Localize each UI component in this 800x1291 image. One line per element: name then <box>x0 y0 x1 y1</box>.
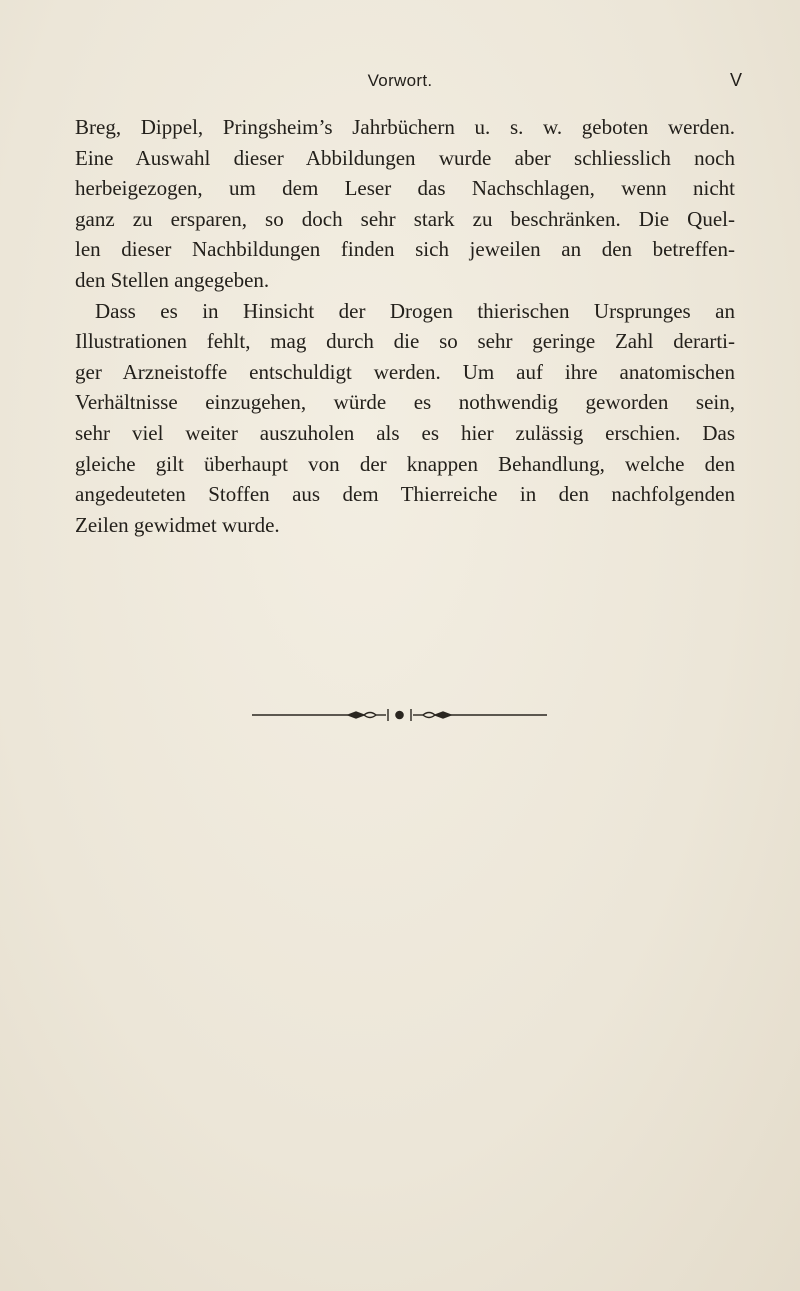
text-line: Dass es in Hinsicht der Drogen thierischen Ursprunges an <box>95 298 735 323</box>
text-line: sehr viel weiter auszuholen als es hier zulässig erschien. Das <box>75 420 735 445</box>
paragraph-2 <box>75 296 735 541</box>
body-text <box>75 112 735 540</box>
text-line: ger Arzneistoffe entschuldigt werden. Um auf ihre anatomischen <box>75 359 735 384</box>
text-line: Verhältnisse einzugehen, würde es nothwendig geworden sein, <box>75 390 735 415</box>
text-line: herbeigezogen, um dem Leser das Nachschlagen, wenn nicht <box>75 176 735 201</box>
text-line: gleiche gilt überhaupt von der knappen Behandlung, welche den <box>75 451 735 476</box>
text-line: angedeuteten Stoffen aus dem Thierreiche in den nachfolgenden <box>75 482 735 507</box>
text-line: len dieser Nachbildungen finden sich jeweilen an den betreffen- <box>75 237 735 262</box>
text-line: den Stellen angegeben. <box>75 267 270 292</box>
text-line: Illustrationen fehlt, mag durch die so sehr geringe Zahl derarti- <box>75 329 735 354</box>
text-line: ganz zu ersparen, so doch sehr stark zu beschränken. Die Quel- <box>75 206 735 231</box>
end-ornament-icon <box>252 705 547 725</box>
text-line: Zeilen gewidmet wurde. <box>75 512 280 537</box>
text-line: Eine Auswahl dieser Abbildungen wurde aber schliesslich noch <box>75 145 735 170</box>
end-ornament-svg <box>252 705 547 725</box>
page-number: V <box>729 70 742 90</box>
text-line: Breg, Dippel, Pringsheim’s Jahrbüchern u. s. w. geboten werden. <box>75 115 735 139</box>
running-title: Vorwort. <box>367 71 433 90</box>
running-head <box>0 68 800 98</box>
paragraph-1 <box>75 112 735 296</box>
